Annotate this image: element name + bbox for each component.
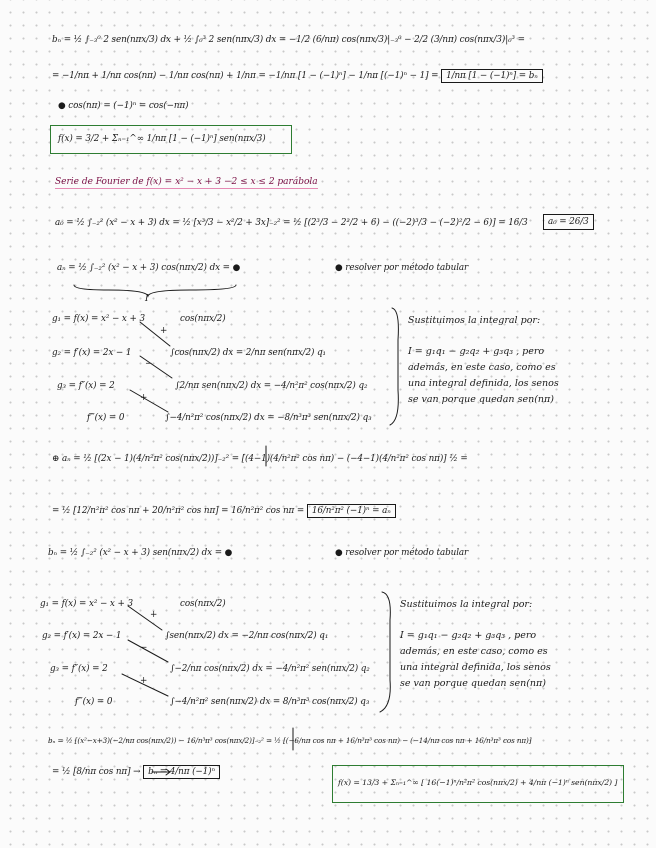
tab2-row-g2: g₂ = f′(x) = 2x − 1 — [42, 631, 122, 641]
bn-result-box: 1/nπ [1 − (−1)ⁿ] = bₙ — [441, 69, 543, 83]
tab1-col-1: ∫cos(nπx/2) dx = 2/nπ sen(nπx/2) q₁ — [170, 348, 326, 358]
bn-final-text: = ½ [8/nπ cos nπ] → — [52, 767, 141, 777]
tab2-row-g4: f‴(x) = 0 — [75, 697, 113, 707]
bn-eval-line: bₙ = ½ [(x²−x+3)(−2/nπ cos(nπx/2)) − 16/n³π³ cos(nπx/2)]₋₂² = ½ [(−6/nπ cos nπ + 16/n³π³ cos nπ) − (−14/nπ cos nπ + 16/n³π³ cos nπ)] — [48, 736, 532, 745]
tab2-sign-2: − — [140, 643, 148, 653]
tab2-col-3: ∫−4/n²π² sen(nπx/2) dx = 8/n³π³ cos(nπx/2) q₃ — [170, 697, 370, 707]
a0-line: a₀ = ½ ∫₋₂² (x² − x + 3) dx = ½ [x³/3 − x²/2 + 3x]₋₂² = ½ [(2³/3 − 2²/2 + 6) − ((−2)³/3 − (−2)²/2 − 6)] = 16/3 — [55, 218, 528, 228]
tab1-row-g1: g₁ = f(x) = x² − x + 3 — [52, 314, 145, 324]
bn-integral-line-2: bₙ = ½ ∫₋₂² (x² − x + 3) sen(nπx/2) dx = ● — [48, 548, 233, 558]
cos-identity-note: ● cos(nπ) = (−1)ⁿ = cos(−nπ) — [58, 101, 189, 111]
tab2-sign-3: + — [140, 676, 148, 686]
tab1-sign-1: + — [160, 326, 168, 336]
tab2-note-0: Sustituimos la integral por: — [400, 599, 533, 610]
tab2-note-4: se van porque quedan sen(nπ) — [400, 678, 546, 689]
bracket-tab1 — [390, 308, 398, 425]
an-result-box: 16/n²π² (−1)ⁿ = aₙ — [307, 504, 396, 518]
a0-result-box: a₀ = 26/3 — [543, 214, 594, 230]
tab2-note-3: una integral definida, los senos — [400, 662, 551, 673]
bracket-tab2 — [380, 592, 390, 712]
tab1-note-1: I = g₁q₁ − g₂q₂ + g₃q₃ , pero — [408, 346, 545, 357]
an-integral-line: aₙ = ½ ∫₋₂² (x² − x + 3) cos(nπx/2) dx = ● — [57, 263, 241, 273]
arrow-tab1-2 — [140, 356, 172, 378]
tab1-note-4: se van porque quedan sen(nπ) — [408, 394, 554, 405]
bn-integral-line: bₙ = ½ ∫₋₃⁰ 2 sen(nπx/3) dx + ½ ∫₀³ 2 sen(nπx/3) dx = −1/2 (6/nπ) cos(nπx/3)|₋₃⁰ − 2/2 (3/nπ) cos(nπx/3)|₀³ = — [52, 35, 525, 45]
arrow-tab1-1 — [140, 322, 170, 346]
arrow-tab1-3 — [130, 390, 168, 412]
tab1-note-0: Sustituimos la integral por: — [408, 315, 541, 326]
tab2-note-1: I = g₁q₁ − g₂q₂ + g₃q₃ , pero — [400, 630, 537, 641]
tab1-col-3: ∫−4/n²π² cos(nπx/2) dx = −8/n³π³ sen(nπx/2) q₃ — [165, 413, 372, 423]
bn-final-box: bₙ = 4/nπ (−1)ⁿ — [143, 765, 220, 779]
an-eval-line: ⊕ aₙ = ½ [(2x − 1)(4/n²π² cos(nπx/2))]₋₂² = [(4−1)(4/n²π² cos nπ) − (−4−1)(4/n²π² cos nπ)] ½ = — [52, 454, 468, 464]
tab2-sign-1: + — [150, 610, 158, 620]
tab1-sign-3: + — [140, 393, 148, 403]
tab1-row-g2: g₂ = f′(x) = 2x − 1 — [52, 348, 132, 358]
tab1-col-0: cos(nπx/2) — [180, 314, 226, 324]
tab1-row-g3: g₃ = f″(x) = 2 — [57, 381, 115, 391]
tab2-col-2: ∫−2/nπ cos(nπx/2) dx = −4/n²π² sen(nπx/2) q₂ — [170, 664, 370, 674]
underbrace-an — [74, 285, 236, 296]
fourier-result-2: f(x) = 13/3 + Σₙ₌₁^∞ [ 16(−1)ⁿ/n²π² cos(nπx/2) + 4/nπ (−1)ⁿ sen(nπx/2) ] — [338, 778, 618, 787]
tab2-col-0: cos(nπx/2) — [180, 599, 226, 609]
bn-simplify-part-b: −1/nπ [1 − (−1)ⁿ] − 1/nπ [(−1)ⁿ − 1] = — [268, 71, 439, 81]
tab1-note-3: una integral definida, los senos — [408, 378, 559, 389]
an-simplify-text: = ½ [12/n²π² cos nπ + 20/n²π² cos nπ] = 16/n²π² cos nπ = — [52, 506, 307, 516]
arrow-tab2-2 — [128, 640, 168, 662]
tab2-note-2: además, en este caso, como es — [400, 646, 548, 657]
bn-method-note: ● resolver por método tabular — [335, 548, 469, 558]
bn-simplify-part-a: = −1/nπ + 1/nπ cos(nπ) − 1/nπ cos(nπ) + 1/nπ = — [52, 71, 269, 81]
arrow-bn-final — [152, 769, 170, 775]
arrow-tab2-1 — [128, 606, 162, 630]
tab1-sign-2: − — [145, 359, 153, 369]
tab1-row-g4: f‴(x) = 0 — [87, 413, 125, 423]
tab2-col-1: ∫sen(nπx/2) dx = −2/nπ cos(nπx/2) q₁ — [165, 631, 329, 641]
tab2-row-g3: g₃ = f″(x) = 2 — [50, 664, 108, 674]
tab1-col-2: ∫2/nπ sen(nπx/2) dx = −4/n²π² cos(nπx/2) q₂ — [175, 381, 368, 391]
an-brace-label: I — [145, 294, 149, 304]
an-method-note: ● resolver por método tabular — [335, 263, 469, 273]
arrow-tab2-3 — [122, 674, 168, 696]
tab1-note-2: además, en este caso, como es — [408, 362, 556, 373]
tab2-row-g1: g₁ = f(x) = x² − x + 3 — [40, 599, 133, 609]
fourier-result-1: f(x) = 3/2 + Σₙ₌₁^∞ 1/nπ [1 − (−1)ⁿ] sen(nπx/3) — [58, 134, 266, 144]
section-title: Serie de Fourier de f(x) = x² − x + 3 −2 ≤ x ≤ 2 parábola — [55, 177, 318, 187]
